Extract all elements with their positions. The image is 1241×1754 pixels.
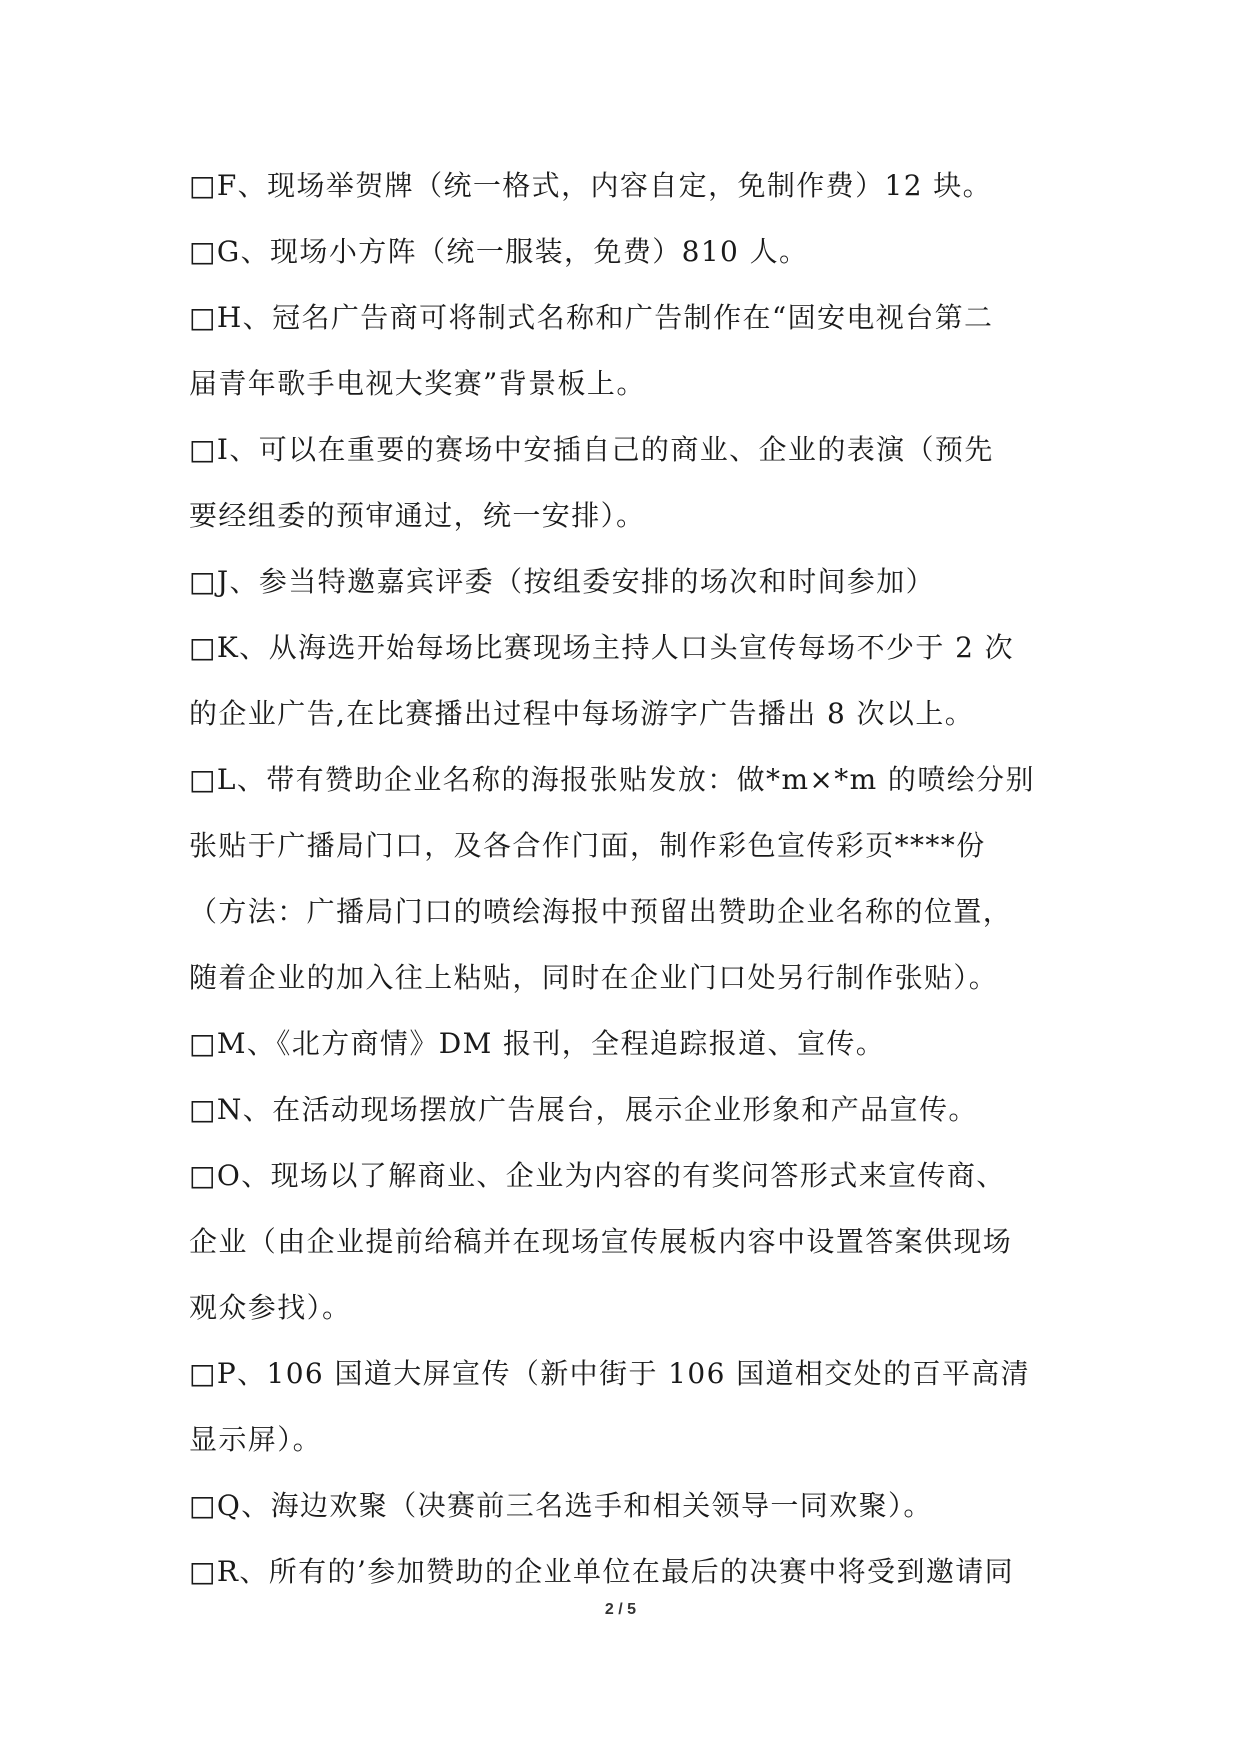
text-line: □R、所有的’参加赞助的企业单位在最后的决赛中将受到邀请同 [189, 1555, 1015, 1588]
text-line: □Q、海边欢聚（决赛前三名选手和相关领导一同欢聚）。 [189, 1489, 933, 1522]
text-line: □G、现场小方阵（统一服装，免费）810 人。 [189, 235, 809, 268]
text-line: 显示屏）。 [189, 1423, 323, 1456]
text-line: 企业（由企业提前给稿并在现场宣传展板内容中设置答案供现场 [189, 1225, 1013, 1258]
text-line: □J、参当特邀嘉宾评委（按组委安排的场次和时间参加） [189, 565, 936, 598]
text-line: 的企业广告,在比赛播出过程中每场游字广告播出 8 次以上。 [189, 697, 975, 730]
text-line: 张贴于广播局门口，及各合作门面，制作彩色宣传彩页****份 [189, 829, 986, 862]
text-line: 随着企业的加入往上粘贴，同时在企业门口处另行制作张贴）。 [189, 961, 999, 994]
document-body [189, 158, 1069, 1610]
text-line: 要经组委的预审通过，统一安排）。 [189, 499, 646, 532]
text-line: （方法：广播局门口的喷绘海报中预留出赞助企业名称的位置， [189, 895, 1013, 928]
text-line: □K、从海选开始每场比赛现场主持人口头宣传每场不少于 2 次 [189, 631, 1014, 664]
text-line: □L、带有赞助企业名称的海报张贴发放：做*m×*m 的喷绘分别 [189, 763, 1035, 796]
text-line: 届青年歌手电视大奖赛”背景板上。 [189, 367, 646, 400]
text-line: □N、在活动现场摆放广告展台，展示企业形象和产品宣传。 [189, 1093, 978, 1126]
text-line: □H、冠名广告商可将制式名称和广告制作在“固安电视台第二 [189, 301, 994, 334]
text-line: □I、可以在重要的赛场中安插自己的商业、企业的表演（预先 [189, 433, 994, 466]
text-line: □F、现场举贺牌（统一格式，内容自定，免制作费）12 块。 [189, 169, 993, 202]
page-number: 2 / 5 [604, 1601, 637, 1618]
text-line: □M、《北方商情》DM 报刊，全程追踪报道、宣传。 [189, 1027, 886, 1060]
text-line: □O、现场以了解商业、企业为内容的有奖问答形式来宣传商、 [189, 1159, 1006, 1192]
text-line: 观众参找）。 [189, 1291, 352, 1324]
text-line: □P、106 国道大屏宣传（新中街于 106 国道相交处的百平高清 [189, 1357, 1031, 1390]
